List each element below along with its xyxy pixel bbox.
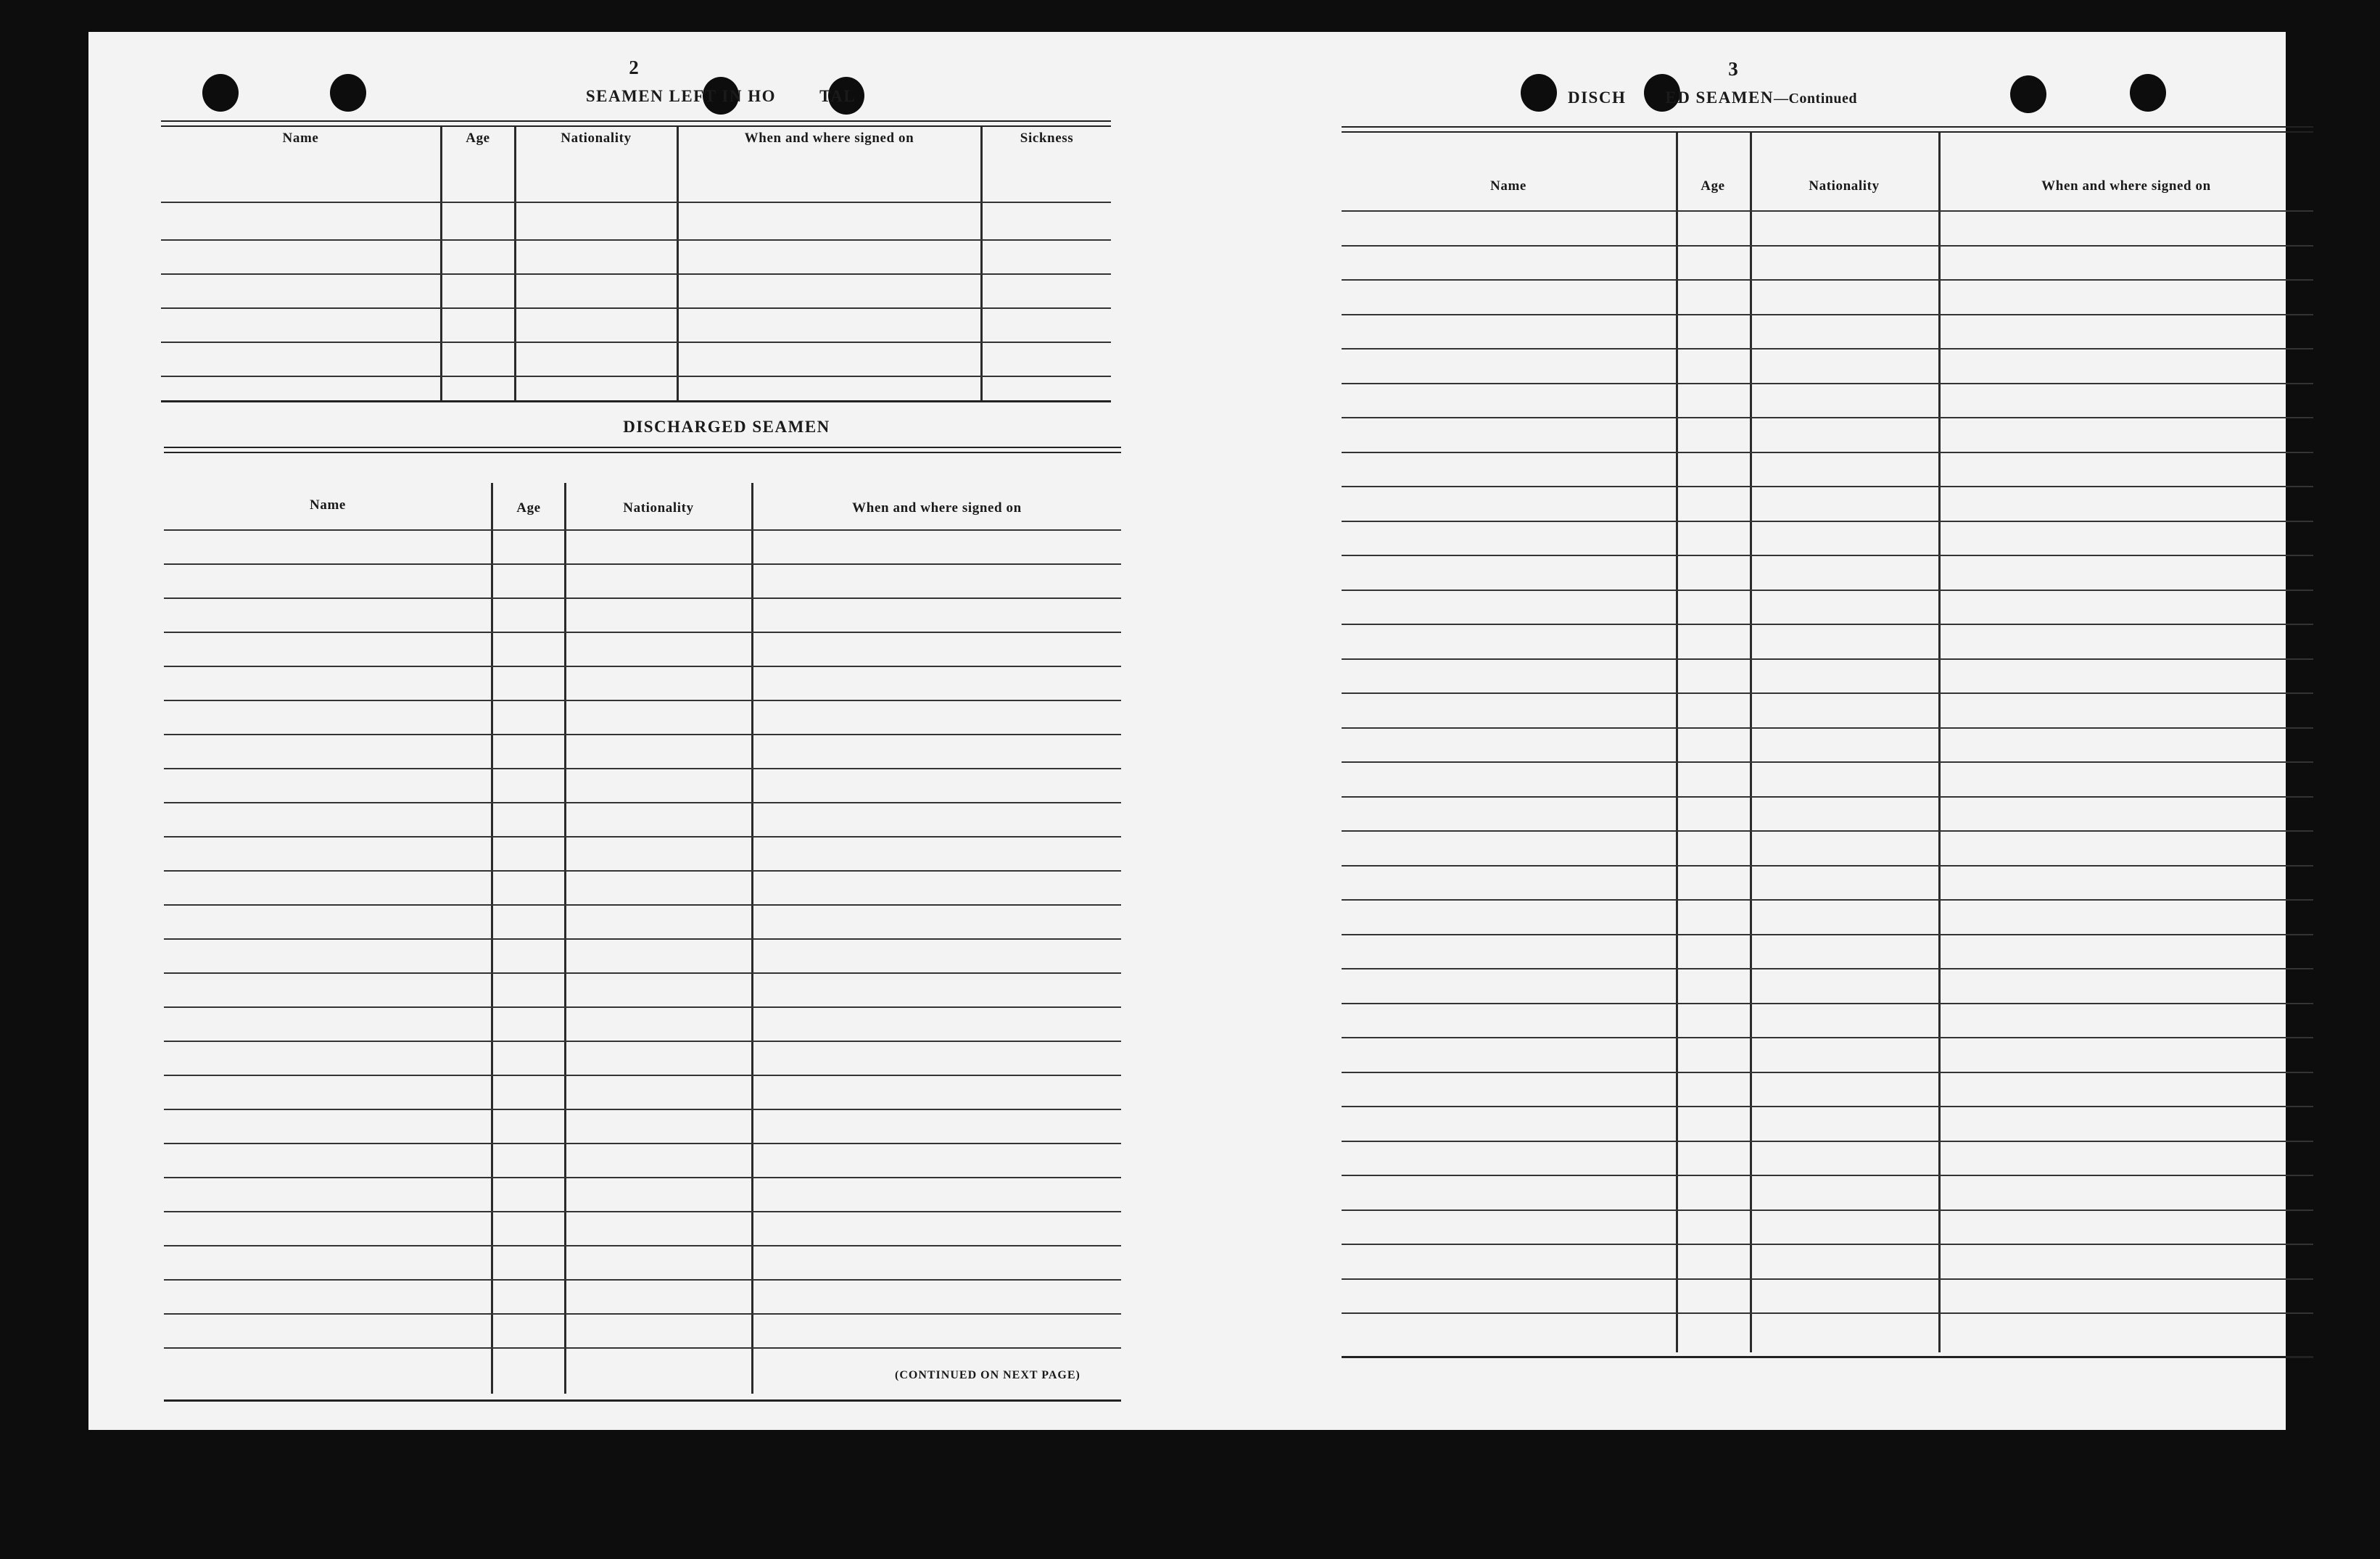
row-rule (1342, 555, 2313, 556)
row-rule (1342, 486, 2313, 487)
hospital-table (161, 120, 1111, 434)
row-rule (1342, 1175, 2313, 1176)
left-page (88, 32, 1154, 1430)
row-rule (161, 202, 1111, 203)
row-rule (161, 273, 1111, 275)
row-rule (164, 836, 1121, 838)
col-header-signed-on: When and where signed on (744, 131, 914, 146)
row-rule (1342, 279, 2313, 281)
title-part-2: ED SEAMEN (1665, 88, 1774, 107)
col-header-name: Name (1490, 178, 1526, 194)
row-rule (164, 1279, 1121, 1281)
row-rule (1342, 934, 2313, 935)
discharged-continued-table (1342, 126, 2313, 1402)
page-number: 2 (629, 57, 639, 78)
row-rule (1342, 314, 2313, 315)
row-rule (164, 870, 1121, 872)
column-divider (980, 127, 983, 402)
row-rule (1342, 383, 2313, 384)
row-rule (1342, 417, 2313, 418)
row-rule (164, 1211, 1121, 1212)
row-rule (1342, 796, 2313, 798)
discharged-section-title: DISCHARGED SEAMEN (623, 418, 830, 436)
row-rule (1342, 348, 2313, 350)
row-rule (1342, 761, 2313, 763)
row-rule (161, 342, 1111, 343)
row-rule (161, 376, 1111, 377)
table-top-rule (161, 120, 1111, 127)
row-rule (164, 597, 1121, 599)
row-rule (164, 734, 1121, 735)
row-rule (164, 1177, 1121, 1178)
hospital-section-title (503, 87, 938, 106)
table-top-rule (1342, 126, 2313, 133)
right-page (1183, 32, 2286, 1430)
row-rule (164, 1041, 1121, 1042)
row-rule (1342, 692, 2313, 694)
row-rule (164, 529, 1121, 531)
row-rule (1342, 1278, 2313, 1280)
title-continued: —Continued (1773, 91, 1857, 107)
col-header-nationality: Nationality (623, 500, 694, 516)
row-rule (1342, 1141, 2313, 1142)
row-rule (164, 1347, 1121, 1349)
row-rule (164, 1075, 1121, 1076)
row-rule (1342, 830, 2313, 832)
col-header-age: Age (516, 500, 541, 516)
table-bottom-rule (1342, 1356, 2313, 1358)
col-header-age: Age (466, 131, 490, 146)
row-rule (161, 239, 1111, 241)
row-rule (164, 1109, 1121, 1110)
row-rule (164, 802, 1121, 803)
row-rule (1342, 210, 2313, 212)
column-divider (440, 127, 442, 402)
col-header-nationality: Nationality (1809, 178, 1880, 194)
column-divider (1938, 133, 1941, 1352)
row-rule (1342, 1037, 2313, 1038)
col-header-signed-on: When and where signed on (852, 500, 1022, 516)
row-rule (1342, 968, 2313, 969)
row-rule (1342, 658, 2313, 660)
row-rule (164, 904, 1121, 906)
row-rule (1342, 1072, 2313, 1073)
hospital-title-tail: TAL (819, 87, 856, 105)
column-divider (1750, 133, 1752, 1352)
row-rule (1342, 452, 2313, 453)
col-header-name: Name (310, 497, 346, 513)
row-rule (164, 1143, 1121, 1144)
row-rule (164, 632, 1121, 633)
row-rule (1342, 245, 2313, 247)
row-rule (164, 1245, 1121, 1246)
discharged-table (164, 447, 1121, 1404)
continued-note: (CONTINUED ON NEXT PAGE) (895, 1369, 1080, 1381)
row-rule (164, 700, 1121, 701)
column-divider (1676, 133, 1678, 1352)
table-bottom-rule (161, 400, 1111, 402)
row-rule (1342, 1209, 2313, 1211)
table-bottom-rule (164, 1399, 1121, 1402)
row-rule (1342, 521, 2313, 522)
row-rule (1342, 1312, 2313, 1314)
row-rule (164, 768, 1121, 769)
col-header-name: Name (282, 131, 319, 146)
row-rule (164, 563, 1121, 565)
row-rule (161, 307, 1111, 309)
hospital-title-head: SEAMEN LEFT IN HO (585, 87, 776, 105)
row-rule (1342, 1003, 2313, 1004)
row-rule (164, 666, 1121, 667)
col-header-nationality: Nationality (561, 131, 632, 146)
col-header-age: Age (1701, 178, 1725, 194)
column-divider (677, 127, 679, 402)
row-rule (164, 972, 1121, 974)
row-rule (1342, 624, 2313, 625)
row-rule (164, 1313, 1121, 1315)
row-rule (1342, 865, 2313, 867)
document-sheet (88, 32, 2286, 1430)
row-rule (1342, 590, 2313, 591)
row-rule (1342, 1244, 2313, 1245)
row-rule (164, 938, 1121, 940)
discharged-continued-title (1568, 88, 1872, 107)
row-rule (1342, 899, 2313, 901)
table-top-rule (164, 447, 1121, 453)
row-rule (164, 1006, 1121, 1008)
col-header-signed-on: When and where signed on (2041, 178, 2211, 194)
col-header-sickness: Sickness (1020, 131, 1074, 146)
row-rule (1342, 1106, 2313, 1107)
page-number: 3 (1728, 58, 1738, 80)
title-part-1: DISCH (1568, 88, 1627, 107)
row-rule (1342, 727, 2313, 729)
column-divider (514, 127, 516, 402)
